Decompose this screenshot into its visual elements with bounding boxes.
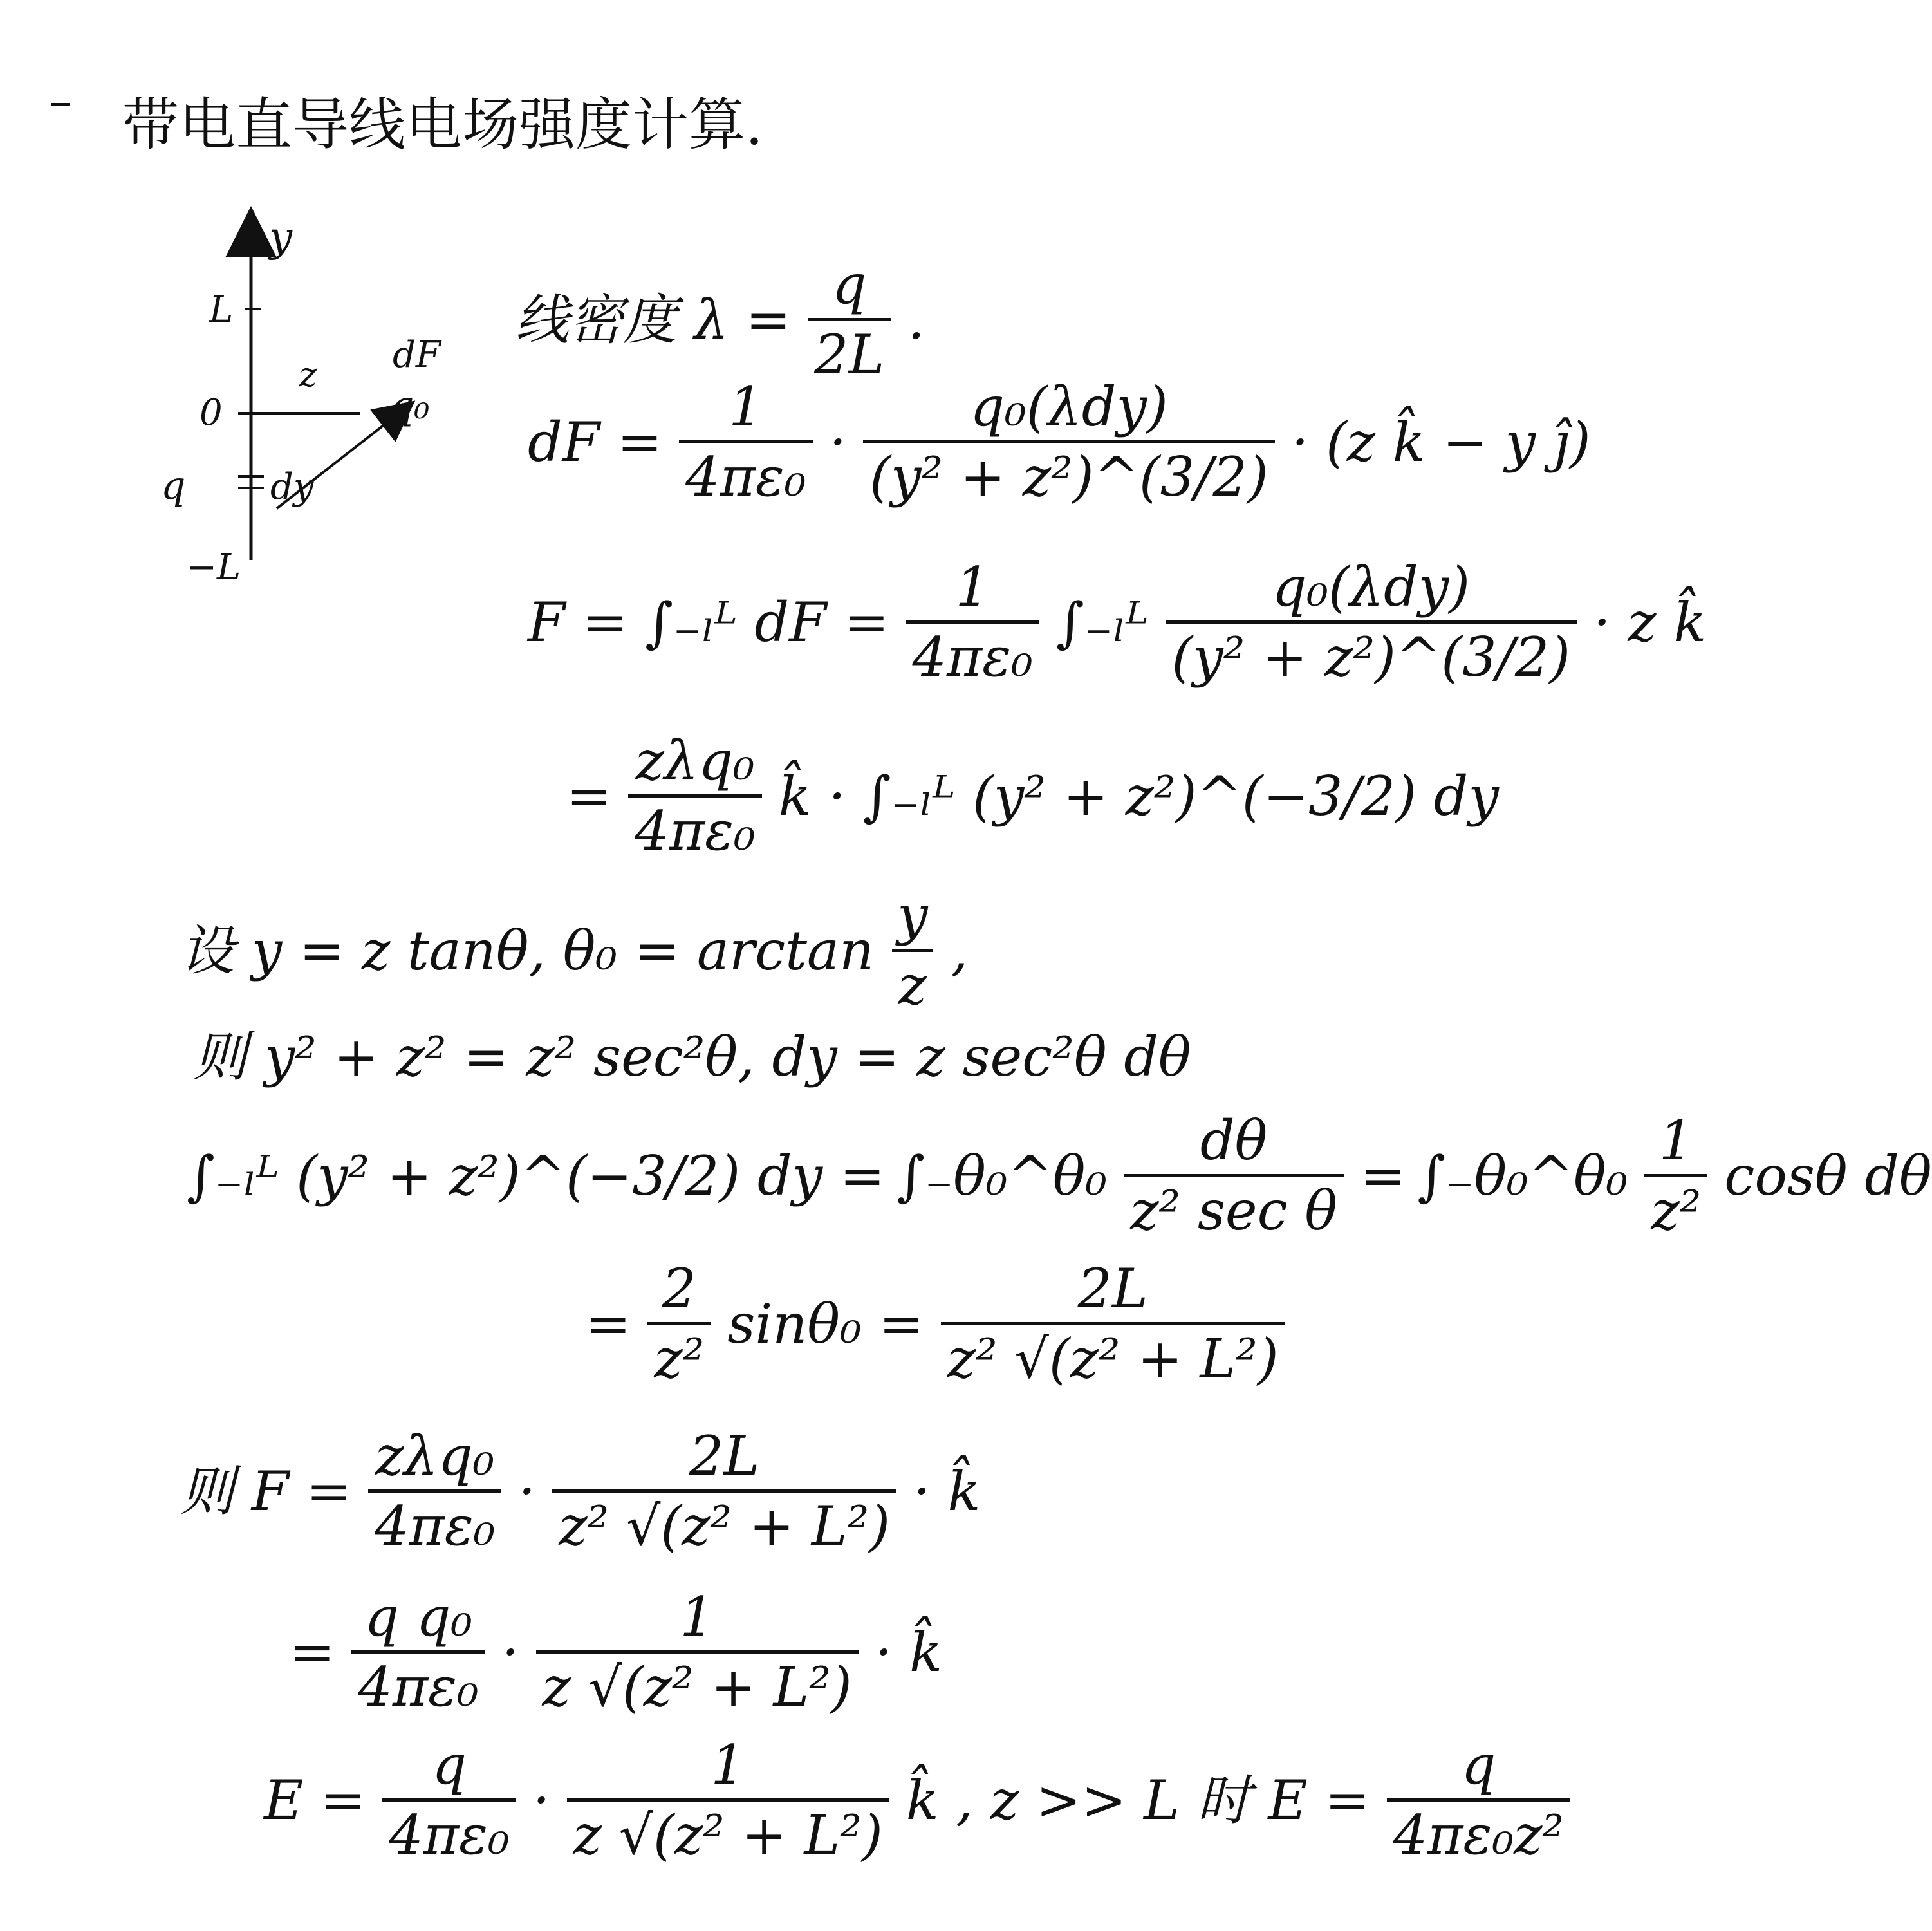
frac-num: 1 — [711, 1733, 745, 1796]
frac-den: z² sec θ — [1124, 1174, 1344, 1238]
integral-sign: ∫₋ₗᴸ — [1055, 590, 1149, 654]
frac-den: 4πε₀ — [382, 1798, 516, 1862]
label-L: L — [209, 289, 234, 331]
integral-lhs: ∫₋ₗᴸ (y² + z²)^(−3/2) dy = — [187, 1144, 886, 1208]
then-identity-eq — [193, 1025, 1191, 1088]
charge-distance-fraction — [1166, 555, 1577, 689]
label-q: q — [161, 463, 186, 508]
y-axis-label: y — [269, 214, 293, 261]
frac-den: z² √(z² + L²) — [552, 1489, 896, 1553]
frac-den: (y² + z²)^(3/2) — [1166, 620, 1577, 684]
frac-den: 4πε₀ — [351, 1650, 485, 1714]
dF-lhs: dF = — [528, 410, 663, 474]
substitution-eq: 设 y = z tanθ, θ₀ = arctan $\frac{y}{z}$ , — [180, 884, 969, 1017]
frac-den: 2L — [808, 318, 891, 382]
label-negL: −L — [187, 546, 241, 588]
dF-suffix: · (z k̂ − y ĵ) — [1291, 410, 1591, 474]
label-q0: q₀ — [389, 383, 430, 428]
prefactor-fraction — [351, 1585, 485, 1719]
integral-result-eq: = $\frac{2}{\text{z²}}$ sinθ₀ = $\frac{2L}{\text{z² √(z² + L²)}}$ — [586, 1262, 1290, 1386]
F-simplified-eq — [566, 729, 1499, 863]
frac-den: z √(z² + L²) — [536, 1650, 859, 1714]
frac-den: 4πε₀ — [368, 1489, 501, 1553]
frac-den: z — [892, 949, 933, 1012]
charge-distance-fraction — [863, 375, 1275, 508]
result-fraction — [941, 1257, 1285, 1390]
label-dy: dy — [270, 466, 314, 508]
frac-num: 1 — [729, 375, 763, 438]
F-simplified-lhs: = — [566, 764, 612, 828]
frac-num: q — [1461, 1733, 1496, 1796]
frac-num: q q₀ — [364, 1585, 473, 1648]
charge-fraction — [382, 1733, 516, 1867]
prefactor-fraction — [628, 729, 761, 863]
margin-dash — [51, 103, 70, 106]
frac-num: y — [897, 884, 928, 947]
frac-num: q — [432, 1733, 467, 1796]
line-density-eq — [515, 253, 925, 386]
frac-num: q₀(λdy) — [1272, 555, 1470, 619]
frac-den: 4πε₀z² — [1387, 1798, 1570, 1862]
label-z: z — [299, 356, 317, 395]
frac-num: zλq₀ — [635, 729, 755, 792]
frac-num: 1 — [1658, 1109, 1694, 1172]
F-suffix: · z k̂ — [1593, 590, 1707, 654]
frac-den: (y² + z²)^(3/2) — [863, 440, 1275, 504]
frac-num: 1 — [680, 1585, 714, 1648]
frac-den: z √(z² + L²) — [567, 1798, 889, 1862]
integral-value-fraction — [552, 1424, 896, 1558]
frac-den: z² — [647, 1322, 711, 1386]
distance-fraction — [536, 1585, 859, 1719]
frac-den: z² — [1644, 1174, 1707, 1238]
integral-sign: ∫₋θ₀^θ₀ — [896, 1144, 1108, 1208]
then-F-eq: 则 F = $\frac{\text{zλq₀}}{\text{4πε₀}}$ · $\frac{2L}{\text{z² √(z² + L²)}}$ · k̂ — [180, 1424, 981, 1558]
distance-fraction — [567, 1733, 889, 1867]
two-over-z2-fraction — [647, 1257, 711, 1390]
frac-num: dθ — [1200, 1109, 1268, 1172]
page-title: 带电直导线电场强度计算. — [122, 91, 763, 158]
frac-num: 2L — [689, 1424, 760, 1488]
frac-num: 2 — [662, 1257, 697, 1320]
then-identity-text: 则 y² + z² = z² sec²θ, dy = z sec²θ dθ — [193, 1025, 1191, 1088]
point-charge-fraction — [1387, 1733, 1570, 1867]
label-origin: 0 — [200, 392, 223, 434]
frac-num: q₀(λdy) — [970, 375, 1168, 438]
coulomb-const-fraction — [679, 375, 812, 508]
frac-den: 4πε₀ — [906, 620, 1039, 684]
F-integral-eq — [528, 555, 1707, 689]
E-final-eq: E = $\frac{q}{\text{4πε₀}}$ · $\frac{1}{\text{z √(z² + L²)}}$ k̂ , z >> L 时 E = $\frac{q}{\text{4πε₀z²}}$ — [264, 1738, 1575, 1862]
F-lhs: F = ∫₋ₗᴸ dF = — [528, 590, 889, 654]
wire-diagram — [148, 212, 483, 586]
frac-num: zλq₀ — [375, 1424, 495, 1488]
frac-num: 2L — [1077, 1257, 1148, 1320]
integral-eval-eq: ∫₋ₗᴸ (y² + z²)^(−3/2) dy = ∫₋θ₀^θ₀ $\frac{d\theta}{\text{z² sec θ}}$ = ∫₋θ₀^θ₀ $\frac{1}{\text{z²}}$ cosθ dθ — [187, 1109, 1932, 1242]
line-density-prefix: 线密度 λ = — [515, 288, 792, 351]
label-dF: dF — [393, 334, 441, 376]
line-density-suffix: . — [907, 288, 925, 351]
F-simplified-suffix: k̂ · ∫₋ₗᴸ (y² + z²)^(−3/2) dy — [778, 764, 1499, 828]
frac-num: 1 — [955, 555, 990, 619]
integral-sign: ∫₋θ₀^θ₀ — [1417, 1144, 1628, 1208]
inverse-z2-fraction — [1644, 1109, 1707, 1242]
coulomb-const-fraction — [906, 555, 1039, 689]
dtheta-fraction — [1124, 1109, 1344, 1242]
prefactor-fraction — [368, 1424, 501, 1558]
substitution-text: 设 y = z tanθ, θ₀ = arctan — [180, 919, 875, 982]
line-density-fraction — [808, 253, 891, 386]
then-F2-eq: = $\frac{\text{q q₀}}{\text{4πε₀}}$ · $\frac{1}{\text{z √(z² + L²)}}$ · k̂ — [290, 1585, 943, 1719]
frac-num: q — [831, 253, 867, 316]
y-over-z-fraction — [891, 884, 934, 1017]
frac-den: 4πε₀ — [679, 440, 812, 504]
dF-eq: dF = $\frac{1}{\text{4πε₀}}$ · $\frac{\text{q₀(λdy)}}{\text{(y² + z²)\textasciicircum{}(3/2)}}$ · (z k̂ − y ĵ) — [528, 375, 1591, 508]
frac-den: z² √(z² + L²) — [941, 1322, 1285, 1386]
frac-den: 4πε₀ — [628, 794, 761, 858]
